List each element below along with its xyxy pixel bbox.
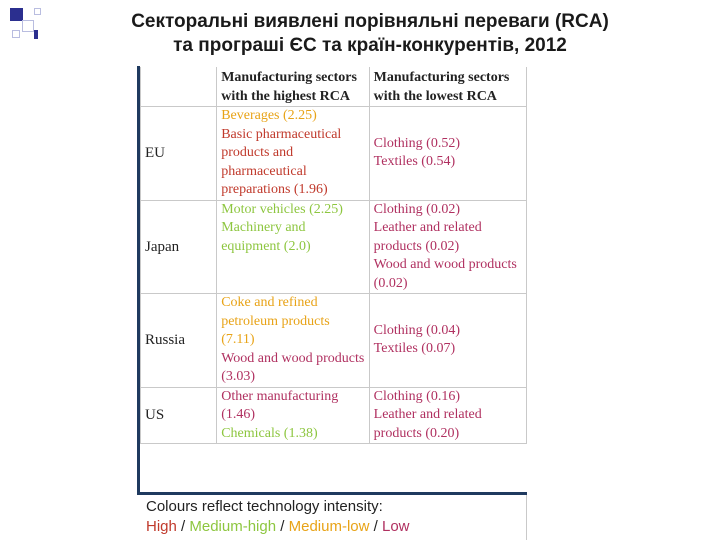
highest-rca-cell [217, 107, 369, 201]
highest-rca-cell [217, 387, 369, 444]
sector-entry: Leather and related products (0.02) [373, 220, 482, 254]
legend-separator: / [176, 518, 190, 535]
square-bullet-icon [22, 20, 34, 32]
square-bullet-icon [34, 30, 38, 39]
lowest-rca-cell [369, 107, 526, 201]
country-cell: EU [141, 107, 217, 201]
sector-entry: Clothing (0.02) [373, 201, 460, 217]
slide-title-line1: Секторальні виявлені порівняльні переваги (RCA) [131, 11, 609, 32]
legend-item-medium-high: Medium-high [189, 518, 277, 535]
legend-item-low: Low [381, 518, 410, 535]
sector-entry: Clothing (0.16) [373, 388, 460, 404]
sector-entry: Clothing (0.52) [373, 135, 460, 151]
sector-entry: Chemicals (1.38) [221, 425, 318, 441]
lowest-rca-cell [369, 294, 526, 388]
sector-entry: Coke and refined petroleum products (7.11) [221, 295, 330, 347]
sector-entry: Clothing (0.04) [373, 322, 460, 338]
table-row [141, 387, 527, 444]
sector-entry: Machinery and equipment (2.0) [221, 220, 311, 254]
table-row [141, 294, 527, 388]
sector-entry: Wood and wood products (3.03) [221, 350, 365, 384]
lowest-rca-cell [369, 200, 526, 294]
sector-entry: Beverages (2.25) [221, 108, 317, 123]
legend-footer [146, 497, 410, 537]
table-header-row [141, 67, 527, 107]
lowest-rca-cell [369, 387, 526, 444]
table-row [141, 107, 527, 201]
sector-entry: Other manufacturing (1.46) [221, 388, 339, 422]
country-cell: Russia [141, 294, 217, 388]
legend-separator: / [276, 518, 289, 535]
header-highest-rca: Manufacturing sectors with the highest RCA [217, 67, 369, 107]
sector-entry: Textiles (0.54) [373, 154, 456, 170]
header-lowest-rca: Manufacturing sectors with the lowest RCA [369, 67, 526, 107]
slide-title [50, 10, 690, 58]
table-row [141, 200, 527, 294]
legend-caption: Colours reflect technology intensity: [146, 498, 383, 515]
sector-entry: Textiles (0.07) [373, 341, 456, 357]
country-cell: Japan [141, 200, 217, 294]
table-frame-bottom [137, 492, 527, 495]
square-bullet-icon [12, 30, 20, 38]
rca-table [140, 67, 527, 444]
legend-item-high: High [146, 518, 177, 535]
legend-separator: / [369, 518, 382, 535]
legend-line [146, 517, 410, 537]
sector-entry: Motor vehicles (2.25) [221, 201, 343, 217]
legend-item-medium-low: Medium-low [288, 518, 370, 535]
square-bullet-icon [34, 8, 41, 15]
country-cell: US [141, 387, 217, 444]
sector-entry: Wood and wood products (0.02) [373, 257, 517, 291]
sector-entry: Leather and related products (0.20) [373, 407, 482, 441]
slide-title-line2: та програші ЄС та країн-конкурентів, 2012 [173, 35, 567, 56]
table-frame-right [526, 495, 527, 540]
highest-rca-cell [217, 294, 369, 388]
highest-rca-cell [217, 200, 369, 294]
sector-entry: Basic pharmaceutical products and pharmaceutical preparations (1.96) [221, 126, 342, 197]
header-empty-cell [141, 67, 217, 107]
